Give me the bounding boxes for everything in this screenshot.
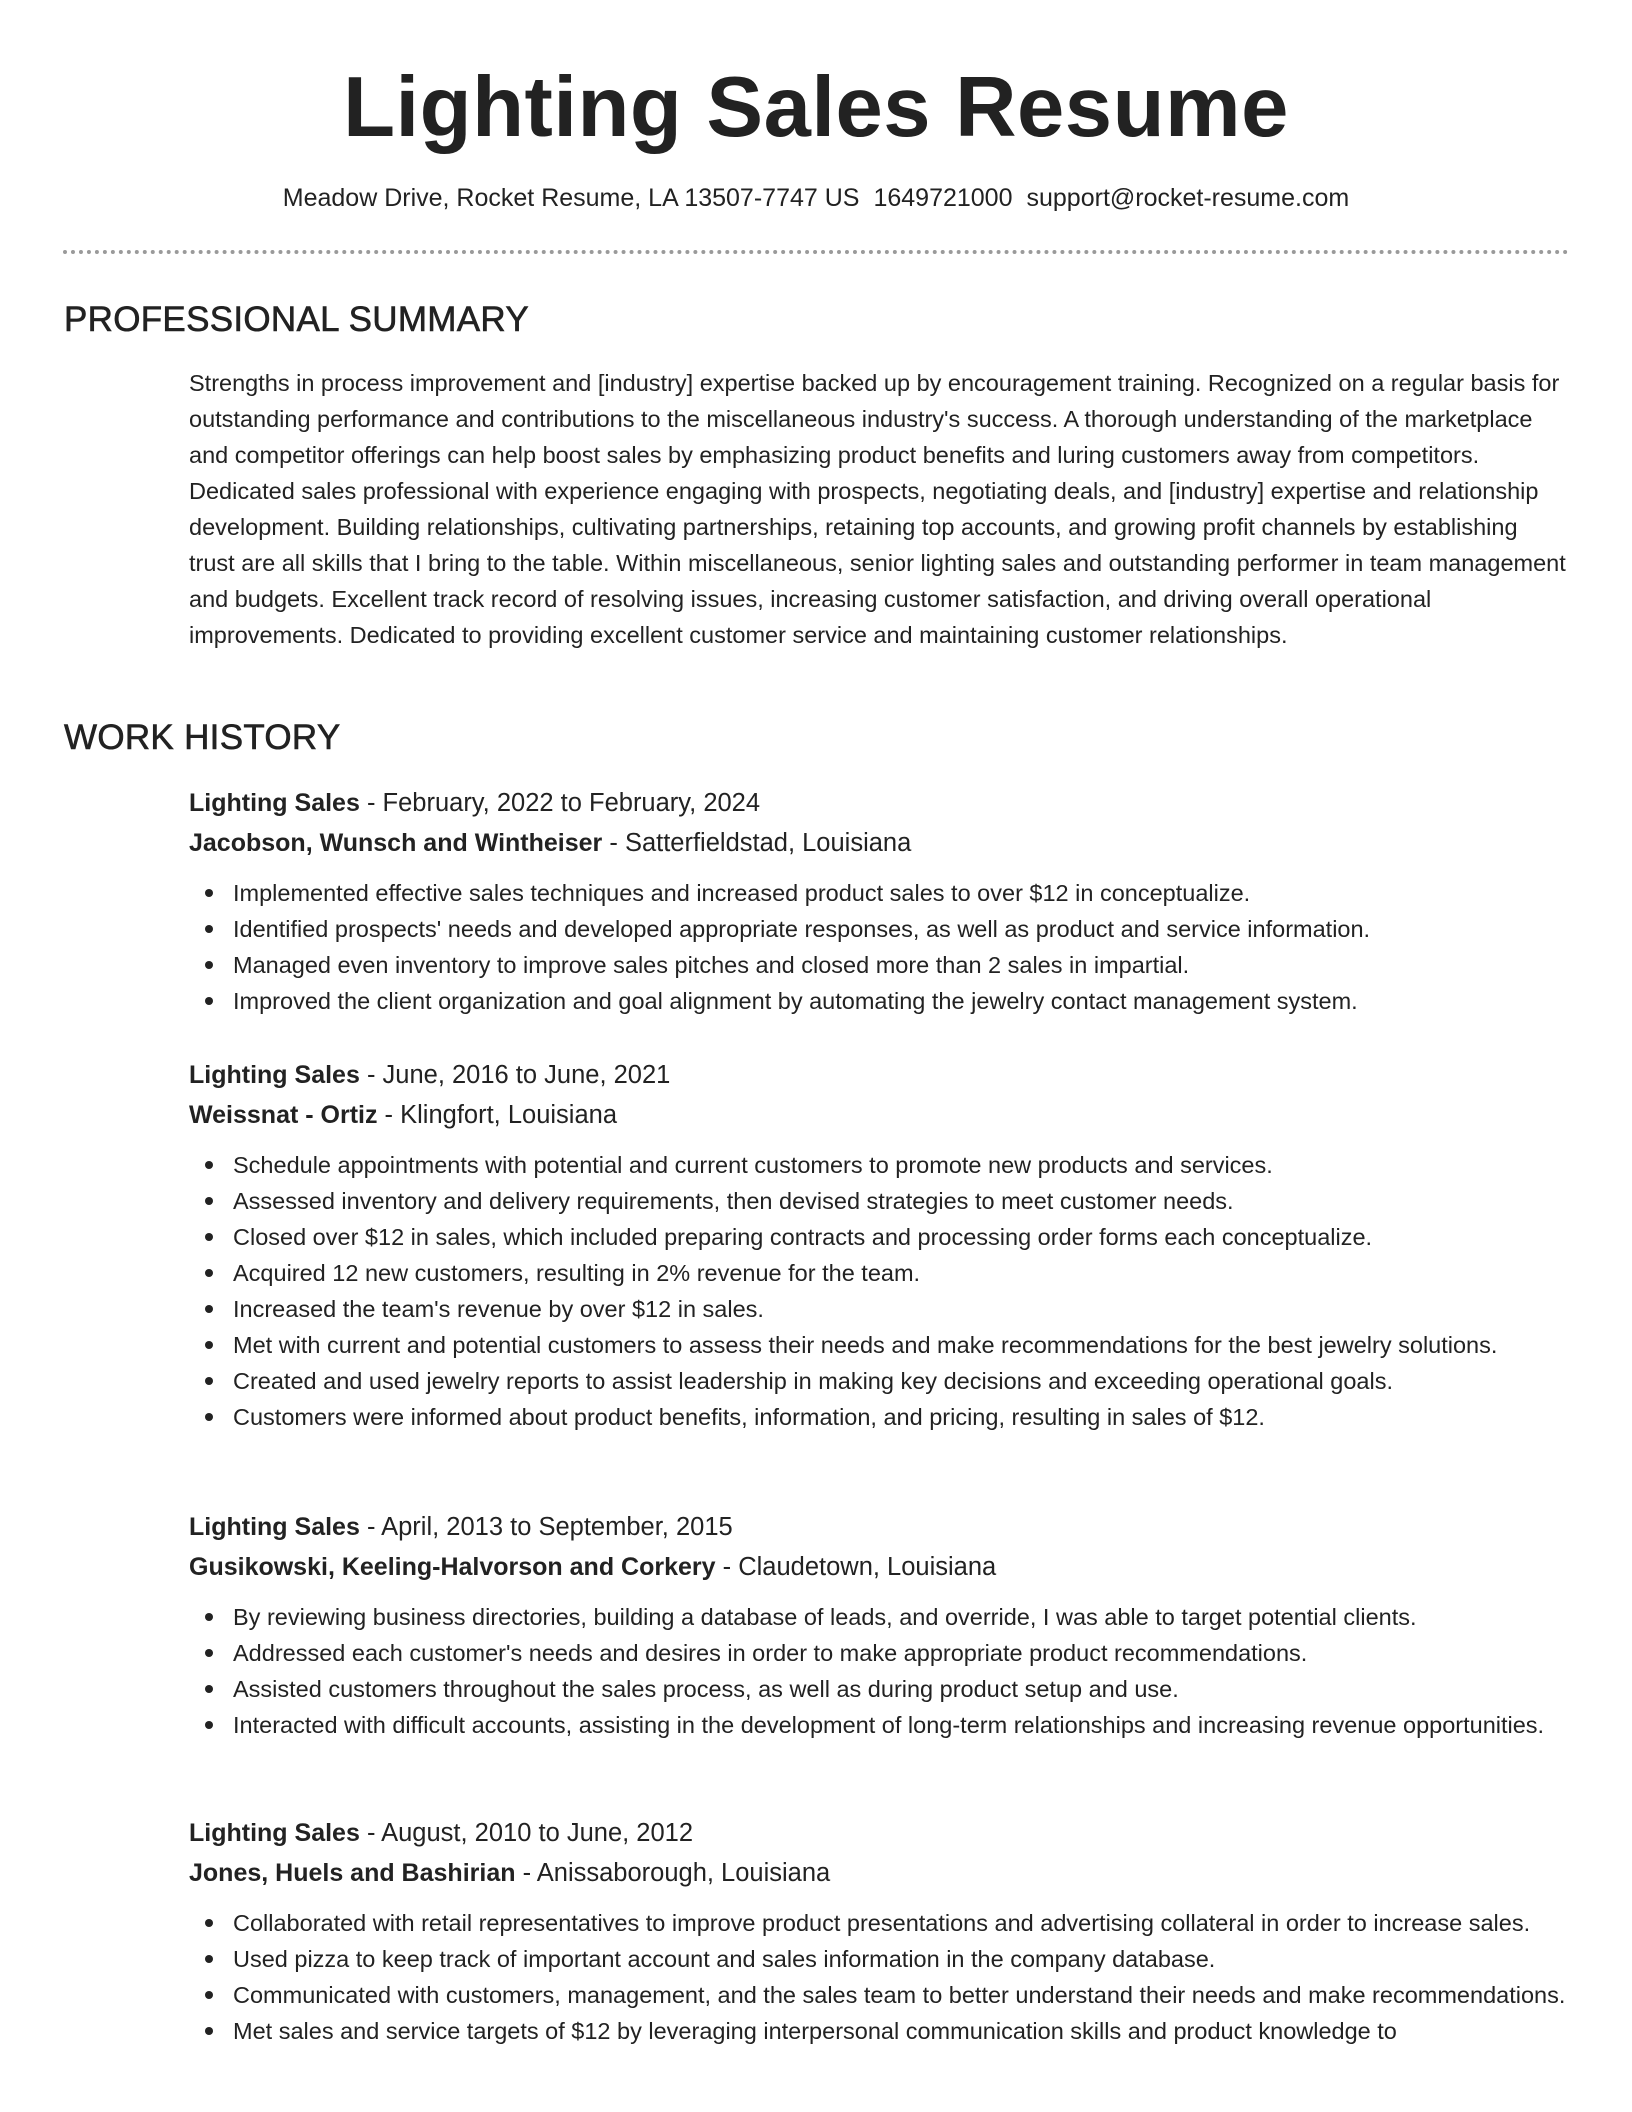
job-bullet: Closed over $12 in sales, which included preparing contracts and processing order forms each conceptualize. [189, 1219, 1593, 1255]
job-bullet: Created and used jewelry reports to assist leadership in making key decisions and exceeding operational goals. [189, 1363, 1593, 1399]
job-dates: - February, 2022 to February, 2024 [359, 789, 761, 817]
job-bullet: Increased the team's revenue by over $12 in sales. [189, 1291, 1593, 1327]
job-company: Jacobson, Wunsch and Wintheiser [189, 829, 603, 857]
job-entry [189, 1507, 1579, 1743]
job-bullet: Addressed each customer's needs and desires in order to make appropriate product recommendations. [189, 1635, 1593, 1671]
job-bullet: Communicated with customers, management, and the sales team to better understand their needs and make recommendations. [189, 1977, 1593, 2013]
job-location: - Satterfieldstad, Louisiana [602, 829, 912, 857]
job-dates: - August, 2010 to June, 2012 [359, 1819, 694, 1847]
job-bullet: Assessed inventory and delivery requirements, then devised strategies to meet customer needs. [189, 1183, 1593, 1219]
work-history-heading: WORK HISTORY [64, 718, 341, 757]
job-title-line [189, 783, 1579, 823]
job-bullets [189, 875, 1579, 1019]
job-dates: - June, 2016 to June, 2021 [359, 1061, 671, 1089]
job-company: Weissnat - Ortiz [189, 1101, 378, 1129]
job-bullet: Implemented effective sales techniques and increased product sales to over $12 in conceptualize. [189, 875, 1593, 911]
job-dates: - April, 2013 to September, 2015 [359, 1513, 733, 1541]
summary-heading: PROFESSIONAL SUMMARY [64, 300, 529, 339]
contact-line [0, 180, 1632, 216]
job-bullet: Acquired 12 new customers, resulting in 2% revenue for the team. [189, 1255, 1593, 1291]
job-bullet: Improved the client organization and goal alignment by automating the jewelry contact management system. [189, 983, 1593, 1019]
job-title-line [189, 1813, 1579, 1853]
job-bullet: Interacted with difficult accounts, assisting in the development of long-term relationships and increasing revenue opportunities. [189, 1707, 1593, 1743]
job-title-line [189, 1507, 1579, 1547]
job-company: Gusikowski, Keeling-Halvorson and Corkery [189, 1553, 716, 1581]
job-entry [189, 783, 1579, 1019]
job-bullet: Assisted customers throughout the sales process, as well as during product setup and use. [189, 1671, 1593, 1707]
job-bullet: Schedule appointments with potential and current customers to promote new products and services. [189, 1147, 1593, 1183]
contact-phone: 1649721000 [873, 184, 1013, 212]
job-bullet: Identified prospects' needs and developed appropriate responses, as well as product and service information. [189, 911, 1593, 947]
job-company: Jones, Huels and Bashirian [189, 1859, 516, 1887]
job-company-line [189, 1547, 1579, 1587]
job-company-line [189, 1095, 1579, 1135]
job-entry [189, 1813, 1579, 2049]
header-divider [63, 250, 1569, 254]
job-bullet: Collaborated with retail representatives to improve product presentations and advertising collateral in order to increase sales. [189, 1905, 1593, 1941]
job-bullets [189, 1905, 1579, 2049]
job-location: - Claudetown, Louisiana [715, 1553, 997, 1581]
job-entry [189, 1055, 1579, 1435]
contact-email[interactable]: support@rocket-resume.com [1026, 184, 1350, 212]
summary-text: Strengths in process improvement and [industry] expertise backed up by encouragement training. Recognized on a regular basis for outstanding performance and contributions to the miscellaneous industry's success. A thorough understanding of the marketplace and competitor offerings can help boost sales by emphasizing product benefits and luring customers away from competitors. Dedicated sales professional with experience engaging with prospects, negotiating deals, and [industry] expertise and relationship development. Building relationships, cultivating partnerships, retaining top accounts, and growing profit channels by establishing trust are all skills that I bring to the table. Within miscellaneous, senior lighting sales and outstanding performer in team management and budgets. Excellent track record of resolving issues, increasing customer satisfaction, and driving overall operational improvements. Dedicated to providing excellent customer service and maintaining customer relationships. [189, 370, 1566, 648]
job-bullet: Met sales and service targets of $12 by leveraging interpersonal communication skills and product knowledge to [189, 2013, 1593, 2049]
job-role: Lighting Sales [189, 1819, 360, 1847]
contact-address: Meadow Drive, Rocket Resume, LA 13507-7747 US [282, 184, 860, 212]
job-role: Lighting Sales [189, 1061, 360, 1089]
resume-title: Lighting Sales Resume [343, 60, 1289, 155]
job-bullet: Managed even inventory to improve sales pitches and closed more than 2 sales in impartial. [189, 947, 1593, 983]
job-role: Lighting Sales [189, 789, 360, 817]
job-bullets [189, 1147, 1579, 1435]
job-company-line [189, 823, 1579, 863]
job-bullet: Used pizza to keep track of important account and sales information in the company database. [189, 1941, 1593, 1977]
job-title-line [189, 1055, 1579, 1095]
job-location: - Anissaborough, Louisiana [515, 1859, 831, 1887]
job-bullet: By reviewing business directories, building a database of leads, and override, I was able to target potential clients. [189, 1599, 1593, 1635]
job-bullet: Customers were informed about product benefits, information, and pricing, resulting in sales of $12. [189, 1399, 1593, 1435]
job-bullet: Met with current and potential customers to assess their needs and make recommendations for the best jewelry solutions. [189, 1327, 1593, 1363]
job-company-line [189, 1853, 1579, 1893]
job-bullets [189, 1599, 1579, 1743]
job-location: - Klingfort, Louisiana [377, 1101, 618, 1129]
job-role: Lighting Sales [189, 1513, 360, 1541]
